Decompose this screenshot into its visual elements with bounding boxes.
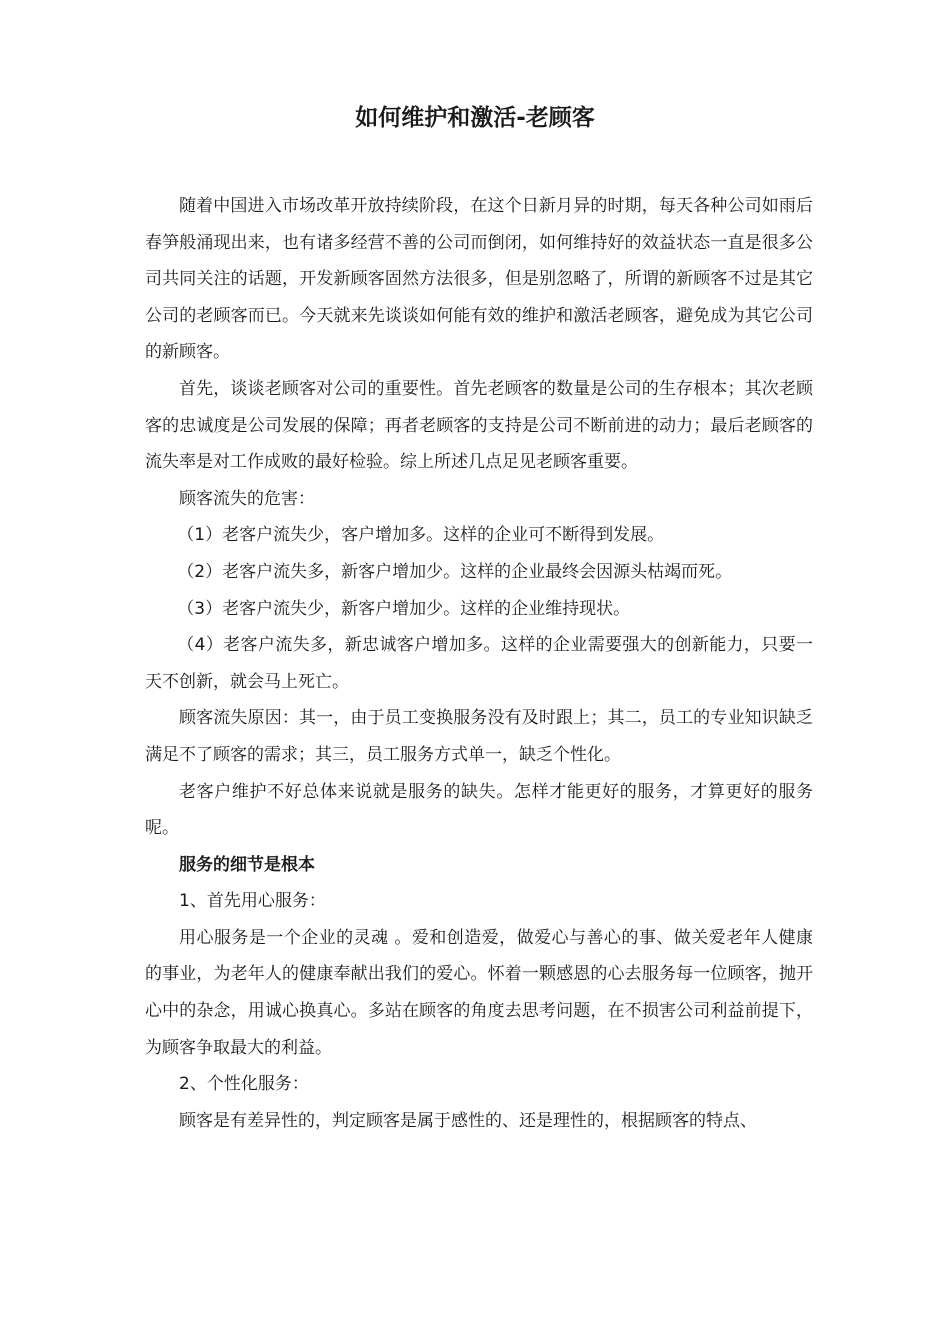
list-item-harm-4: （4）老客户流失多，新忠诚客户增加多。这样的企业需要强大的创新能力，只要一天不创新，就会马上死亡。 xyxy=(145,635,813,692)
paragraph-intro: 随着中国进入市场改革开放持续阶段，在这个日新月异的时期，每天各种公司如雨后春笋般涌现出来，也有诸多经营不善的公司而倒闭，如何维持好的效益状态一直是很多公司共同关注的话题，开发新顾客固然方法很多，但是别忽略了，所谓的新顾客不过是其它公司的老顾客而已。今天就来先谈谈如何能有效的维护和激活老顾客，避免成为其它公司的新顾客。 xyxy=(145,196,813,363)
subheading-personalized-service: 2、个性化服务： xyxy=(179,1074,309,1095)
document-body xyxy=(145,188,813,1139)
paragraph-heartfelt-service: 用心服务是一个企业的灵魂 。爱和创造爱，做爱心与善心的事、做关爱老年人健康的事业，为老年人的健康奉献出我们的爱心。怀着一颗感恩的心去服务每一位顾客，抛开心中的杂念，用诚心换真心。多站在顾客的角度去思考问题，在不损害公司利益前提下，为顾客争取最大的利益。 xyxy=(145,927,813,1058)
list-item-harm-1: （1）老客户流失少，客户增加多。这样的企业可不断得到发展。 xyxy=(177,525,665,546)
subheading-heartfelt-service: 1、首先用心服务： xyxy=(179,891,326,912)
paragraph-loss-reasons: 顾客流失原因：其一，由于员工变换服务没有及时跟上；其二，员工的专业知识缺乏满足不了顾客的需求；其三，员工服务方式单一，缺乏个性化。 xyxy=(145,708,813,765)
document-title: 如何维护和激活-老顾客 xyxy=(355,105,595,131)
paragraph-importance: 首先，谈谈老顾客对公司的重要性。首先老顾客的数量是公司的生存根本；其次老顾客的忠诚度是公司发展的保障；再者老顾客的支持是公司不断前进的动力；最后老顾客的流失率是对工作成败的最好检验。综上所述几点足见老顾客重要。 xyxy=(145,378,813,473)
paragraph-harm-heading: 顾客流失的危害： xyxy=(179,488,315,509)
section-heading-service-detail: 服务的细节是根本 xyxy=(179,854,315,875)
list-item-harm-3: （3）老客户流失少，新客户增加少。这样的企业维持现状。 xyxy=(177,598,631,619)
paragraph-service-lack: 老客户维护不好总体来说就是服务的缺失。怎样才能更好的服务，才算更好的服务呢。 xyxy=(145,781,813,839)
paragraph-personalized-service: 顾客是有差异性的，判定顾客是属于感性的、还是理性的，根据顾客的特点、 xyxy=(179,1110,757,1131)
list-item-harm-2: （2）老客户流失多，新客户增加少。这样的企业最终会因源头枯竭而死。 xyxy=(177,561,733,582)
